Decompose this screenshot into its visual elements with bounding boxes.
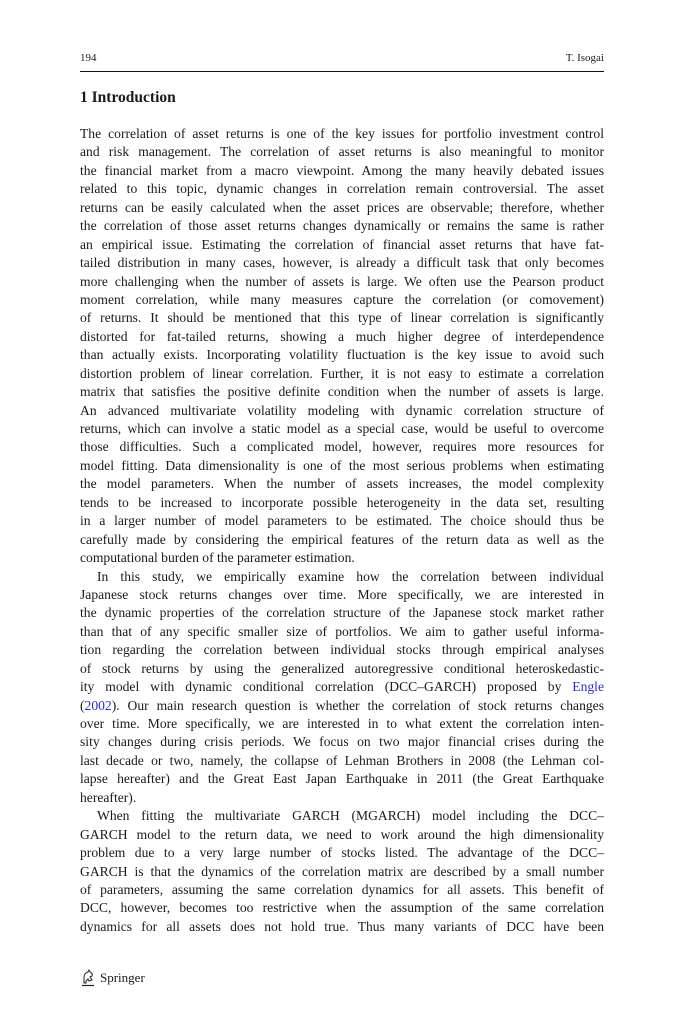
body-text [80,125,604,936]
text-line: hereafter). [80,789,137,805]
publisher-name: Springer [100,970,145,985]
text-line: GARCH is that the dynamics of the correlation matrix are described by a small number [80,863,604,879]
text-line: an empirical issue. Estimating the correlation of financial asset returns that have fat- [80,236,604,252]
text-line-with-citation [80,697,604,715]
text-line: problem due to a very large number of stocks listed. The advantage of the DCC– [80,845,604,861]
text-line: distortion problem of linear correlation. Further, it is not easy to estimate a correlation [80,365,604,381]
text-line: of stock returns by using the generalized autoregressive conditional heteroskedastic- [80,660,604,676]
text-line: tends to be increased to incorporate possible heterogeneity in the data set, resulting [80,494,604,510]
paragraph-2 [80,568,604,808]
paragraph-3 [80,807,604,936]
text-line-with-citation [80,678,604,696]
text-line: those difficulties. Such a complicated model, however, requires more resources for [80,439,604,455]
citation-link-2002[interactable]: 2002 [84,697,112,713]
text-line: the model parameters. When the number of assets increases, the model complexity [80,476,604,492]
text-line: An advanced multivariate volatility modeling with dynamic correlation structure of [80,402,604,418]
text-line: the correlation of those asset returns changes dynamically or remains the same is rather [80,218,604,234]
running-author: T. Isogai [565,52,604,64]
text-line: GARCH model to the return data, we need to work around the high dimensionality [80,826,604,842]
footer [80,968,145,988]
text-line: lapse hereafter) and the Great East Japan Earthquake in 2011 (the Great Earthquake [80,771,604,787]
text-line: of parameters, assuming the same correlation dynamics for all assets. This benefit of [80,881,604,897]
text-line: Japanese stock returns changes over time. More specifically, we are interested in [80,586,604,602]
text-segment: ). Our main research question is whether the correlation of stock returns changes [111,697,604,713]
text-segment: ity model with dynamic conditional correlation (DCC–GARCH) proposed by [80,679,573,695]
text-line: matrix that satisfies the positive definite condition when the number of assets is large. [80,384,604,400]
text-line: returns can be easily calculated when the asset prices are observable; therefore, whether [80,199,604,215]
text-line: The correlation of asset returns is one of the key issues for portfolio investment control [80,126,604,141]
text-line: the financial market from a macro viewpoint. Among the many heavily debated issues [80,162,604,178]
text-line: tailed distribution in many cases, however, is already a difficult task that only becomes [80,255,604,271]
text-line: computational burden of the parameter estimation. [80,550,355,566]
springer-horse-logo-icon [80,969,96,987]
section-title: 1 Introduction [80,89,176,106]
text-line: When fitting the multivariate GARCH (MGARCH) model including the DCC– [97,808,604,824]
page-number: 194 [80,52,97,64]
text-line: carefully made by considering the empirical features of the return data as well as the [80,531,604,547]
text-line: DCC, however, becomes too restrictive when the assumption of the same correlation [80,900,604,916]
text-line: and risk management. The correlation of asset returns is also meaningful to monitor [80,144,604,160]
text-line: dynamics for all assets does not hold true. Thus many variants of DCC have been [80,918,604,934]
text-line: distorted for fat-tailed returns, showing a much higher degree of interdependence [80,328,604,344]
text-line: in a larger number of model parameters to be estimated. The choice should thus be [80,513,604,529]
text-line: tion regarding the correlation between individual stocks through empirical analyses [80,642,604,658]
text-line: more challenging when the number of assets is large. We often use the Pearson product [80,273,604,289]
text-line: over time. More specifically, we are interested in to what extent the correlation inten- [80,716,604,731]
text-line: than actually exists. Incorporating volatility fluctuation is the key issue to avoid such [80,347,604,363]
citation-link-engle[interactable]: Engle [572,679,604,695]
text-line: related to this topic, dynamic changes in correlation remain controversial. The asset [80,181,604,197]
open-paren: ( [80,697,85,713]
text-line: model fitting. Data dimensionality is one of the most serious problems when estimating [80,457,604,473]
running-head [80,50,604,66]
text-line: moment correlation, while many measures capture the correlation (or comovement) [80,291,604,307]
text-line: In this study, we empirically examine how the correlation between individual [97,568,604,584]
text-line: last decade or two, namely, the collapse of Lehman Brothers in 2008 (the Lehman col- [80,752,604,768]
text-line: sity changes during crisis periods. We focus on two major financial crises during the [80,734,604,750]
header-rule [80,71,604,72]
text-line: of returns. It should be mentioned that this type of linear correlation is significantly [80,310,604,326]
paragraph-1 [80,125,604,568]
text-line: the dynamic properties of the correlation structure of the Japanese stock market rather [80,605,604,621]
text-line: returns, which can involve a static model as a special case, would be useful to overcome [80,421,604,436]
text-line: than that of any specific smaller size of portfolios. We aim to gather useful informa- [80,623,604,639]
